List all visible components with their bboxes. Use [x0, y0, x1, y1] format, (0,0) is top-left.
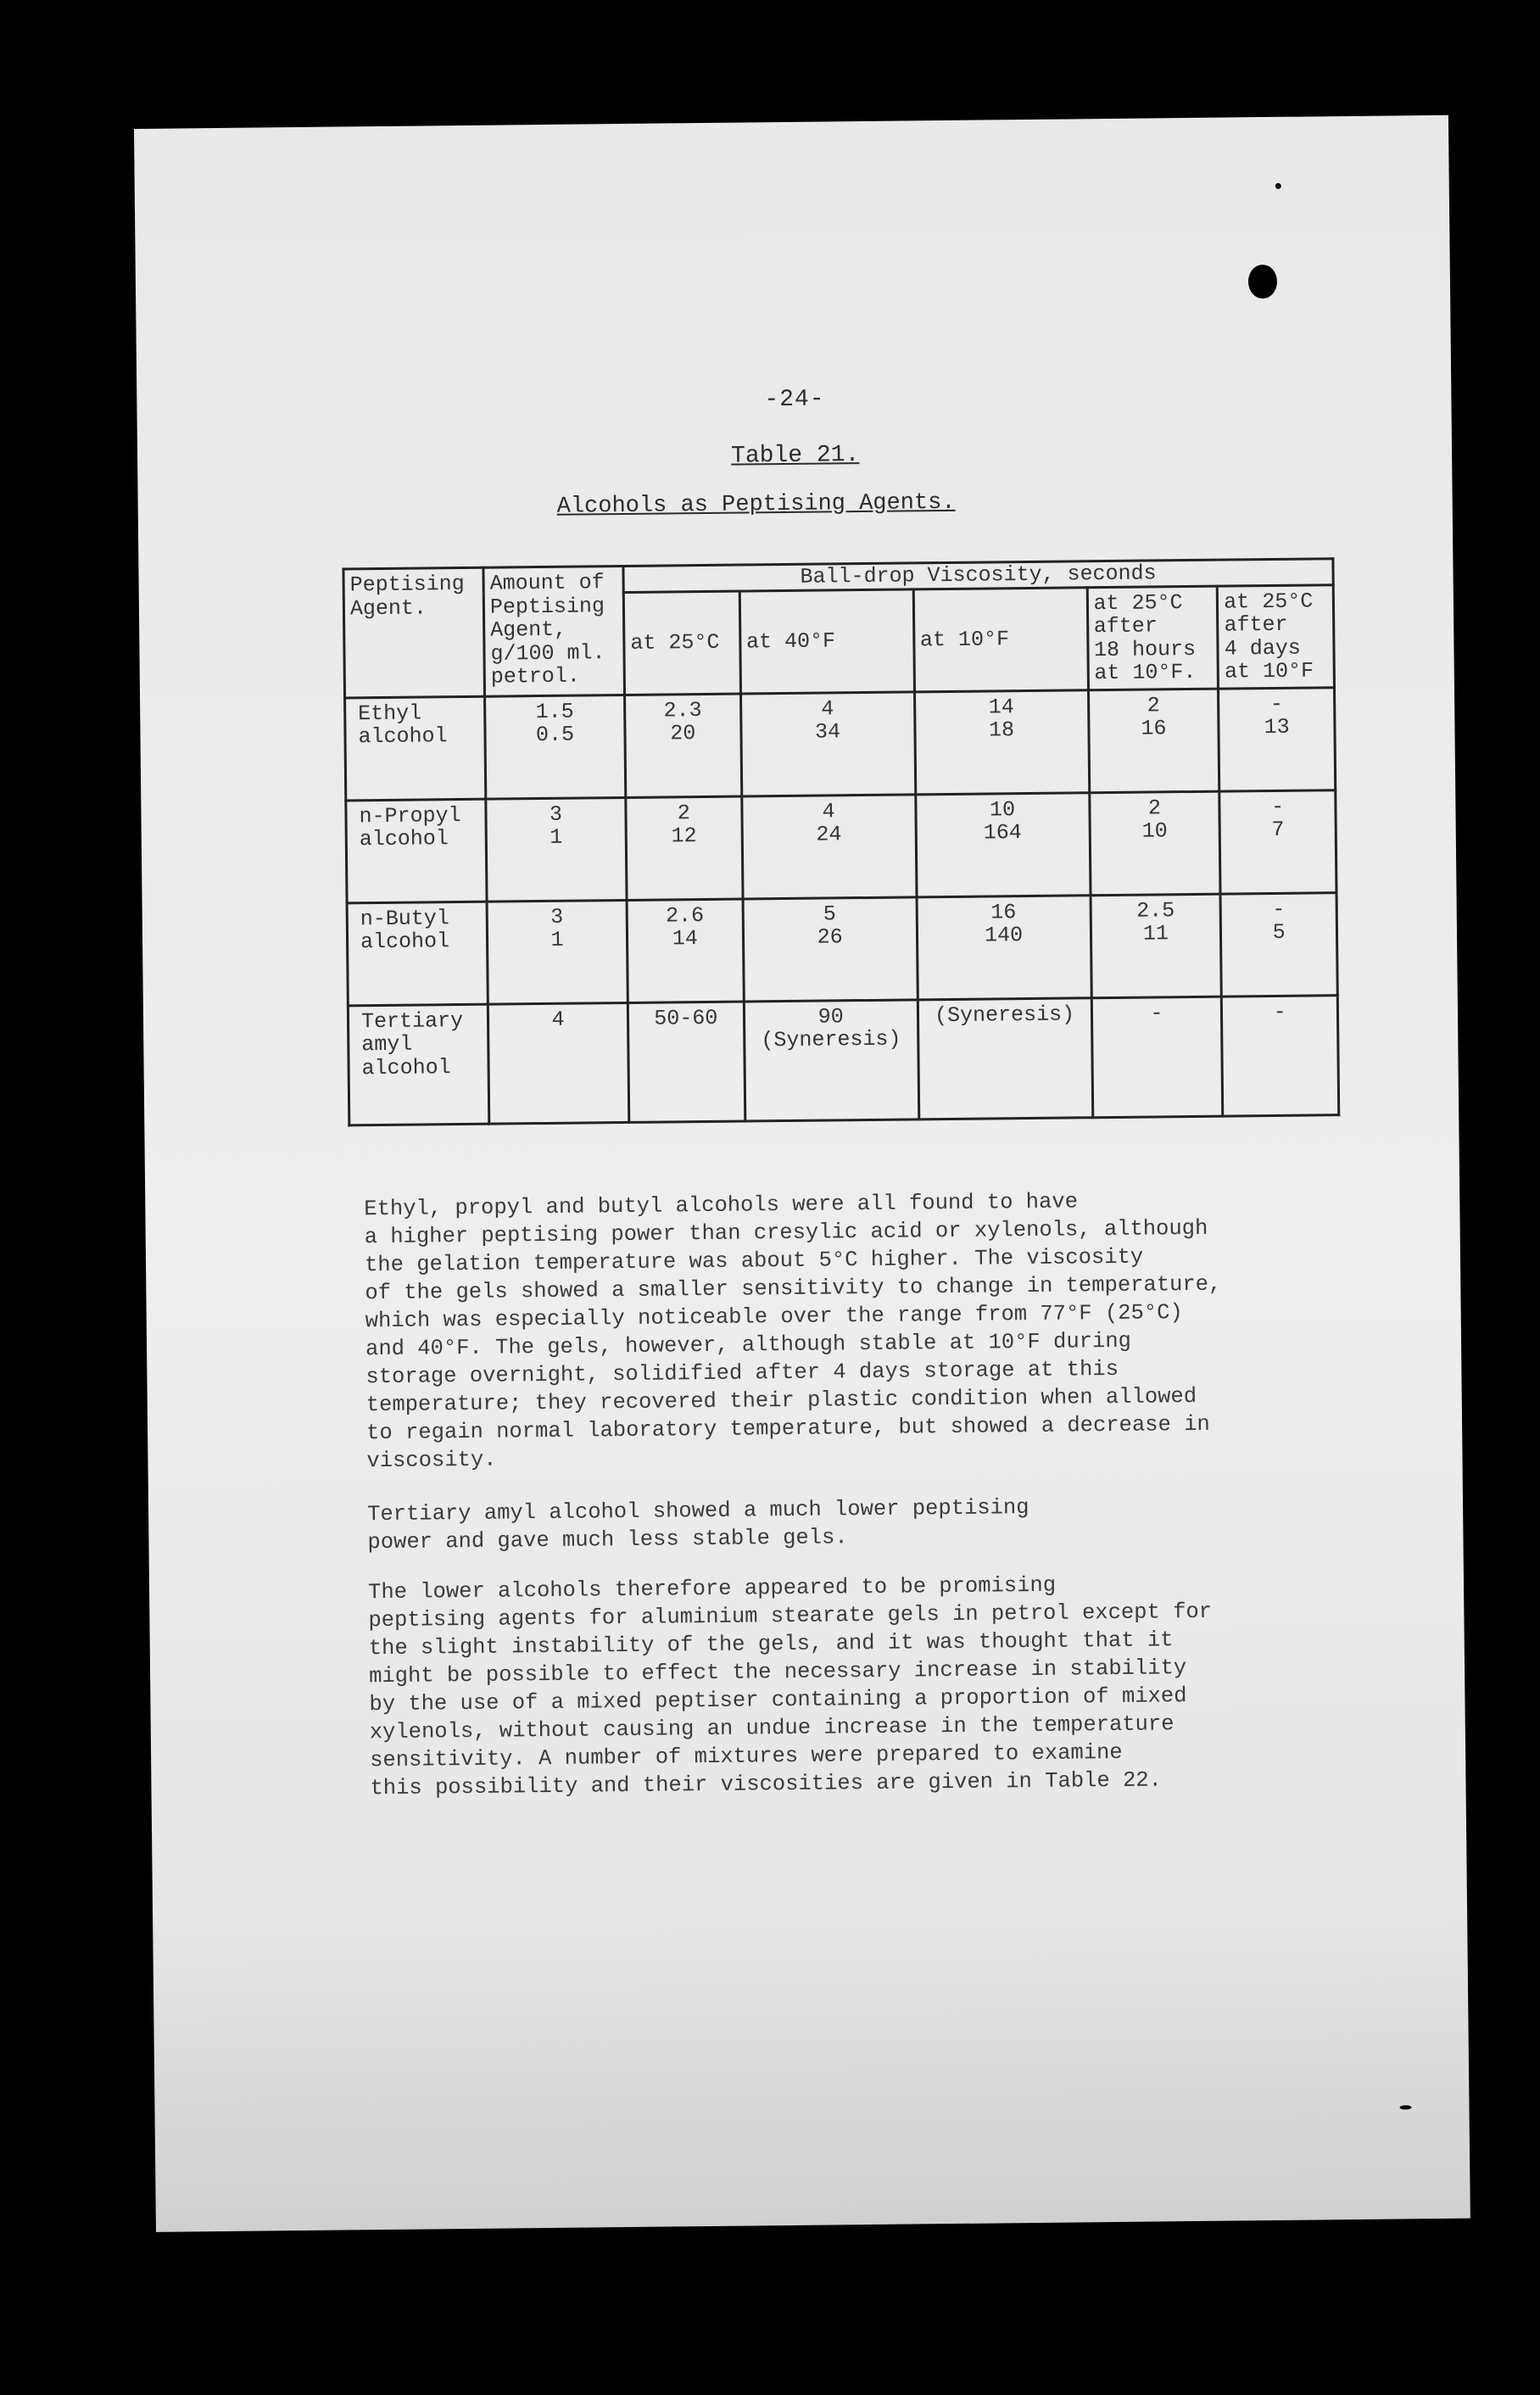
- cell-at-10f: (Syneresis): [918, 997, 1092, 1119]
- cell-after-4-days: - 13: [1219, 687, 1336, 790]
- viscosity-table: [342, 557, 1340, 1126]
- cell-amount: 3 1: [487, 900, 628, 1004]
- cell-after-18-hours: 2.5 11: [1091, 894, 1222, 998]
- cell-at-40f: 90 (Syneresis): [744, 999, 918, 1120]
- cell-agent: Ethyl alcohol: [345, 696, 486, 801]
- cell-after-4-days: - 7: [1219, 790, 1336, 893]
- cell-after-18-hours: -: [1091, 997, 1223, 1118]
- page-number: -24-: [764, 386, 825, 414]
- cell-at-10f: 14 18: [914, 689, 1089, 794]
- cell-at-25c: 50-60: [628, 1002, 745, 1122]
- cell-after-18-hours: 2 16: [1088, 689, 1219, 793]
- table-row: [347, 892, 1337, 1005]
- header-after-18-hours: at 25°C after 18 hours at 10°F.: [1087, 586, 1219, 690]
- cell-amount: 1.5 0.5: [485, 695, 626, 799]
- cell-at-10f: 16 140: [917, 895, 1091, 999]
- table-row: [346, 790, 1336, 902]
- cell-agent: n-Butyl alcohol: [347, 902, 488, 1006]
- header-ball-drop-viscosity: Ball-drop Viscosity, seconds: [623, 559, 1333, 592]
- cell-after-18-hours: 2 10: [1089, 791, 1220, 896]
- cell-at-40f: 4 24: [741, 794, 916, 898]
- table-row: [348, 995, 1338, 1125]
- cell-after-4-days: - 5: [1220, 892, 1337, 996]
- cell-agent: n-Propyl alcohol: [346, 799, 487, 903]
- document-page: [134, 115, 1470, 2232]
- cell-amount: 3 1: [486, 797, 627, 902]
- header-after-4-days: at 25°C after 4 days at 10°F: [1218, 584, 1335, 688]
- cell-amount: 4: [488, 1002, 628, 1124]
- body-paragraph: The lower alcohols therefore appeared to be promising peptising agents for aluminium stearate gels in petrol except for the slight instability of the gels, and it was thought that it might be possible to effect the necessary increase in stability by the use of a mixed peptiser containing a proportion of mixed xylenols, without causing an undue increase in the temperature sensitivity. A number of mixtures were prepared to examine this possibility and their viscosities are given in Table 22.: [367, 1572, 1213, 1801]
- ink-speck: [1275, 183, 1281, 189]
- body-paragraph: Tertiary amyl alcohol showed a much lower peptising power and gave much less stable gels.: [366, 1495, 1029, 1555]
- table-title: Alcohols as Peptising Agents.: [556, 489, 956, 520]
- cell-at-40f: 5 26: [743, 896, 918, 1001]
- header-peptising-agent: Peptising Agent.: [343, 567, 485, 697]
- body-paragraph: Ethyl, propyl and butyl alcohols were all found to have a higher peptising power than cresylic acid or xylenols, although the gelation temperature was about 5°C higher. The viscosity of the gels showed a smaller sensitivity to change in temperature, which was especially noticeable over the range from 77°F (25°C) and 40°F. The gels, however, although stable at 10°F during storage overnight, solidified after 4 days storage at this temperature; they recovered their plastic condition when allowed to regain normal laboratory temperature, but showed a decrease in viscosity.: [364, 1189, 1222, 1474]
- header-amount: Amount of Peptising Agent, g/100 ml. petrol.: [483, 566, 625, 695]
- cell-at-25c: 2.3 20: [625, 694, 742, 797]
- cell-at-40f: 4 34: [740, 691, 915, 796]
- table-number: Table 21.: [730, 442, 860, 470]
- cell-after-4-days: -: [1222, 995, 1339, 1115]
- cell-at-10f: 10 164: [915, 792, 1090, 896]
- header-at-40f: at 40°F: [739, 589, 914, 693]
- cell-agent: Tertiary amyl alcohol: [348, 1004, 488, 1125]
- ink-speck: [1399, 2105, 1411, 2109]
- ink-blot: [1248, 265, 1277, 299]
- cell-at-25c: 2 12: [626, 796, 743, 900]
- table-row: [345, 687, 1336, 800]
- header-at-10f: at 10°F: [913, 587, 1088, 691]
- cell-at-25c: 2.6 14: [627, 899, 744, 1002]
- header-at-25c: at 25°C: [623, 591, 740, 695]
